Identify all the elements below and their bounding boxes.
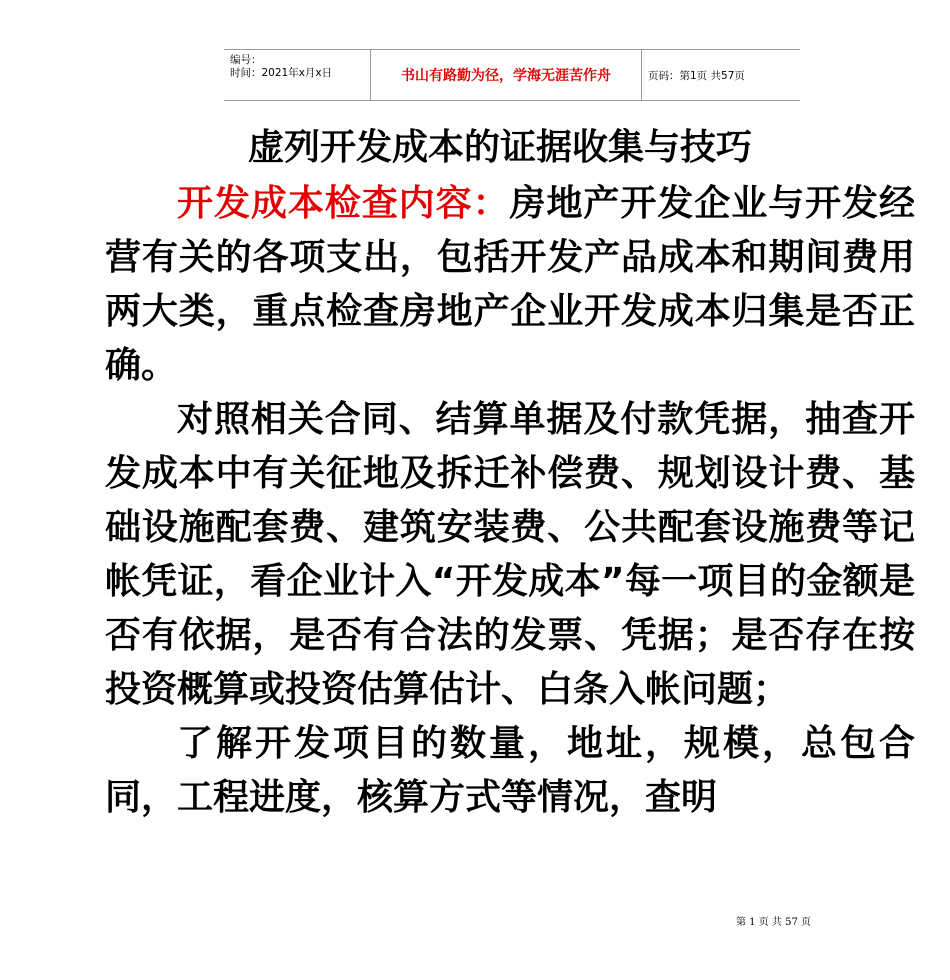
document-body <box>105 177 915 825</box>
header-page-info: 页码：第1页 共57页 <box>648 69 745 82</box>
header-number-label: 编号： <box>230 54 262 66</box>
document-title: 虚列开发成本的证据收集与技巧 <box>247 127 752 168</box>
header-time-label: 时间：2021年x月x日 <box>230 67 333 79</box>
paragraph-2: 对照相关合同、结算单据及付款凭据，抽查开发成本中有关征地及拆迁补偿费、规划设计费、基础设施配套费、建筑安装费、公共配套设施费等记帐凭证，看企业计入“开发成本”每一项目的金额是否有依据，是否有合法的发票、凭据；是否存在按投资概算或投资估算估计、白条入帐问题； <box>105 399 915 710</box>
page-footer: 第 1 页 共 57 页 <box>736 917 811 928</box>
header-motto: 书山有路勤为径，学海无涯苦作舟 <box>370 50 642 100</box>
paragraph-1-highlight: 开发成本检查内容： <box>177 183 510 224</box>
paragraph-1-text: 房地产开发企业与开发经营有关的各项支出，包括开发产品成本和期间费用两大类，重点检查房地产企业开发成本归集是否正确。 <box>105 183 915 386</box>
header-meta <box>230 54 332 80</box>
paragraph-3: 了解开发项目的数量，地址，规模，总包合同，工程进度，核算方式等情况，查明 <box>105 723 915 818</box>
paragraph-1 <box>105 177 915 393</box>
page-header <box>224 49 800 101</box>
